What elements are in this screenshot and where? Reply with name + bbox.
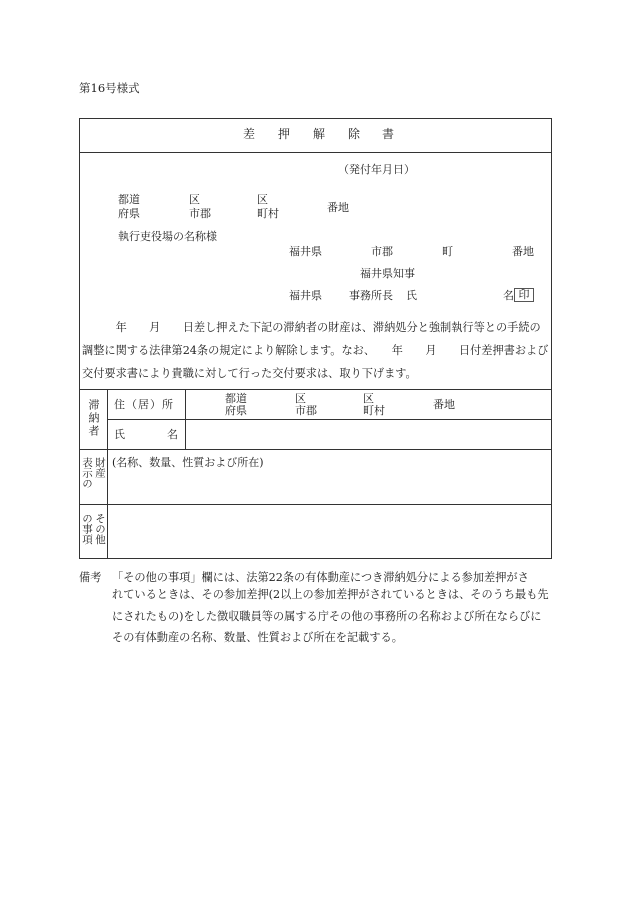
title-char: 除 [348,127,361,141]
address-shigun: 区 [189,193,200,206]
property-content: (名称、数量、性質および所在) [112,456,264,469]
address-label: 住（居）所 [114,398,174,411]
sublabel-column-divider [185,389,186,449]
title-char: 押 [278,127,291,141]
sender-shi: 氏 [406,289,417,302]
delinquent-banchi: 番地 [433,398,455,411]
delinquent-choson: 町村 [363,404,385,417]
other-label-a: その他 [94,513,106,545]
delinquent-choson: 区 [363,392,374,405]
sender-mei: 名 [503,289,514,302]
remarks-first-line: 「その他の事項」欄には、法第22条の有体動産につき滞納処分による参加差押がさ [112,571,529,584]
body-divider [79,389,552,390]
delinquent-header: 滞納者 [87,399,100,438]
sender-town: 町 [442,245,453,258]
property-divider [79,449,552,450]
other-label-b: の事項 [81,513,93,545]
delinquent-todofuken: 府県 [225,404,247,417]
sender-banchi: 番地 [512,245,534,258]
address-banchi: 番地 [327,201,349,214]
title-char: 解 [313,127,326,141]
sender-governor: 福井県知事 [360,267,415,280]
body-paragraph: 年 月 日差し押えた下記の滞納者の財産は、滞納処分と強制執行等との手続の調整に関する法律第24条の規定により解除します。なお、 年 月 日付差押書および交付要求書により貴職に対して行った交付要求は、取り下げます。 [82,321,549,380]
sender-office: 事務所長 [349,289,393,302]
title-char: 差 [243,127,256,141]
delinquent-shigun: 区 [295,392,306,405]
address-choson: 区 [257,193,268,206]
delinquent-shigun: 市郡 [295,404,317,417]
recipient-name: 執行吏役場の名称様 [118,230,217,243]
other-divider [79,504,552,505]
address-todofuken: 都道 [118,193,140,206]
address-choson: 町村 [257,207,279,220]
seal-stamp: 印 [514,288,534,302]
delinquent-todofuken: 都道 [225,392,247,405]
delinquent-divider [107,419,552,420]
issue-date: （発付年月日） [338,163,415,176]
name-label-mei: 名 [167,428,178,441]
address-shigun: 市郡 [189,207,211,220]
sender-city: 市郡 [371,245,393,258]
form-number: 第16号様式 [79,81,140,95]
remarks-text: れているときは、その参加差押(2以上の参加差押がされているときは、そのうち最も先にされたもの)をした徴収職員等の属する庁その他の事務所の名称および所在ならびにその有体動産の名称、数量、性質および所在を記載する。 [112,588,549,644]
sender-pref: 福井県 [289,245,322,258]
label-column-divider [107,389,108,559]
property-label-b: 表示の [81,457,93,489]
remarks-label: 備考 [79,571,102,584]
address-todofuken: 府県 [118,207,140,220]
title-divider [79,152,552,153]
property-label-a: 財産 [94,457,106,478]
name-label-shi: 氏 [114,428,125,441]
title-char: 書 [382,127,395,141]
sender-pref2: 福井県 [289,289,322,302]
